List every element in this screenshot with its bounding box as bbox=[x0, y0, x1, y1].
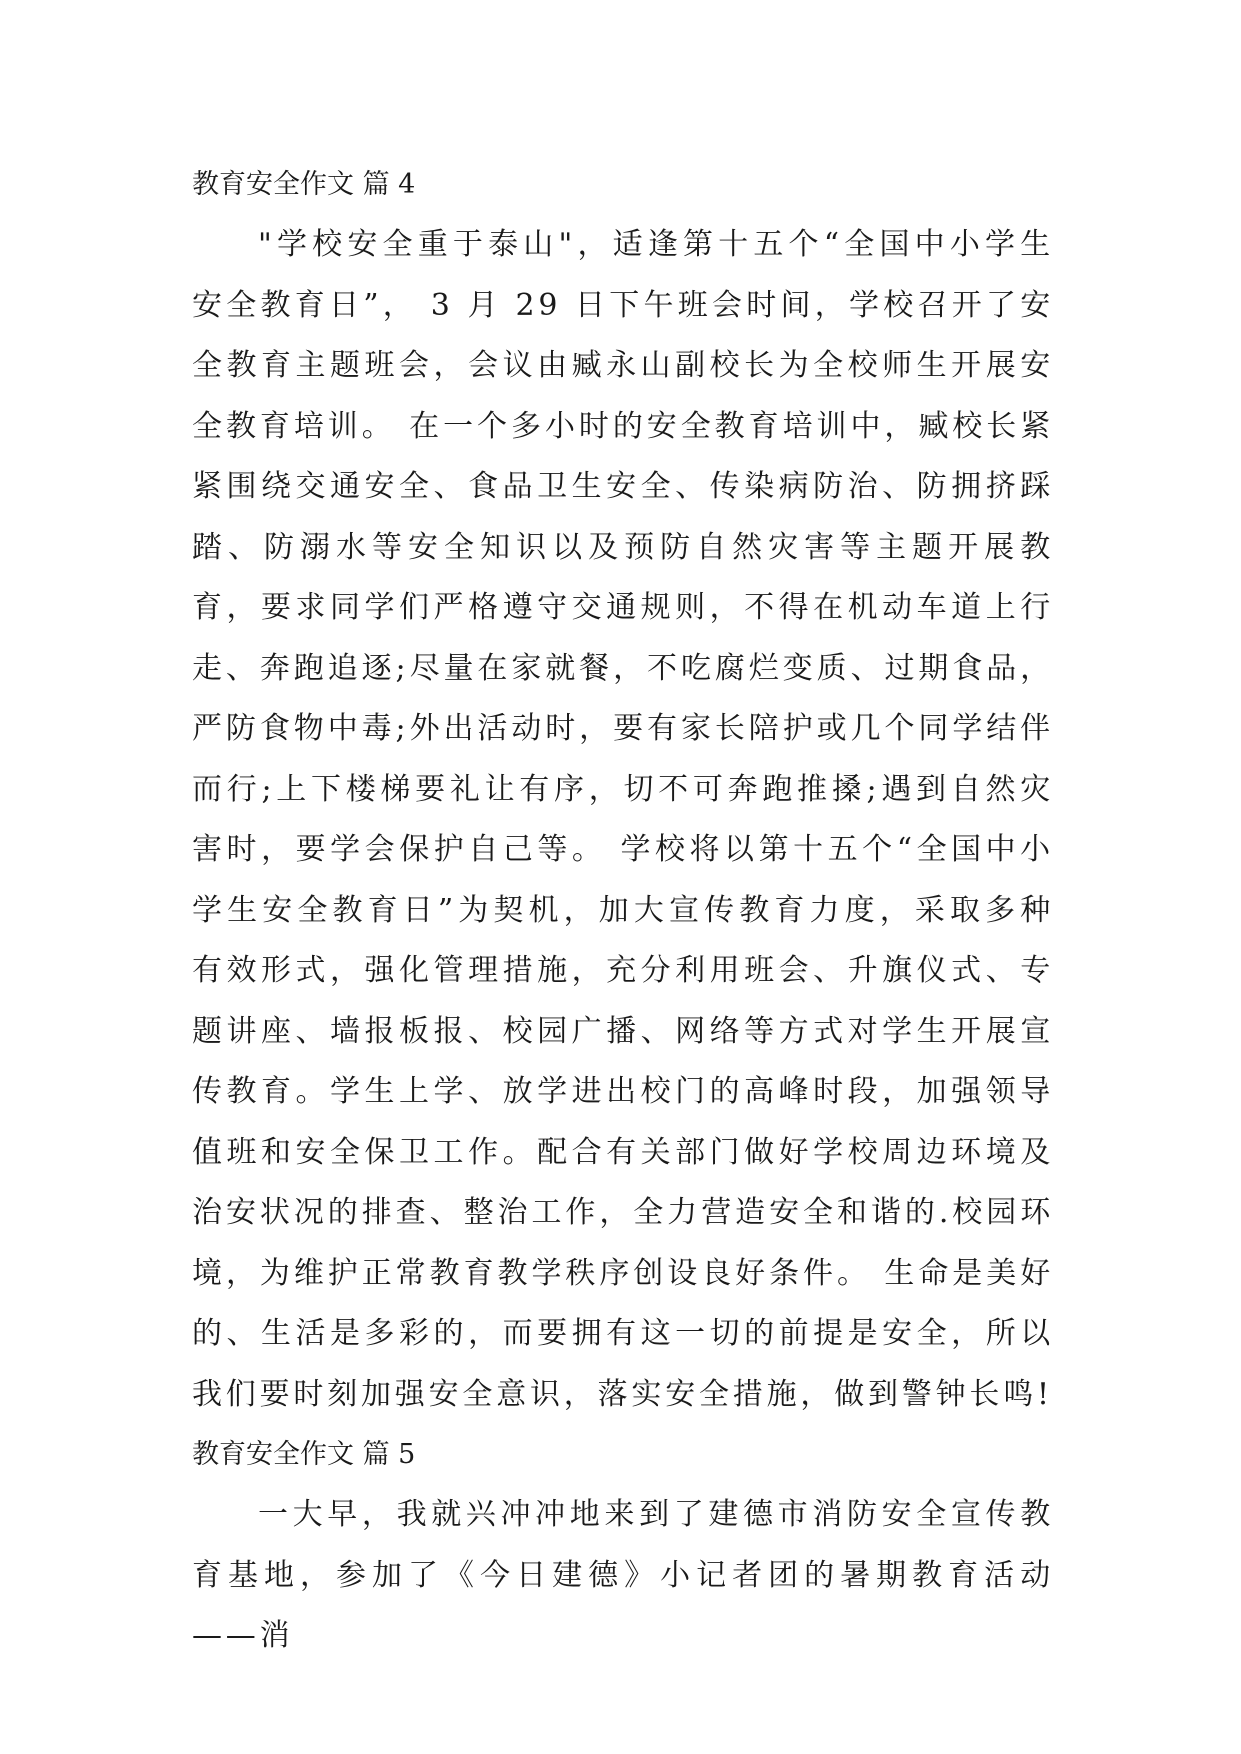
section-paragraph-5: 一大早，我就兴冲冲地来到了建德市消防安全宣传教育基地，参加了《今日建德》小记者团的暑期教育活动——消 bbox=[192, 1497, 1054, 1653]
section-heading-5: 教育安全作文 篇 5 bbox=[192, 1439, 416, 1470]
document-body bbox=[192, 155, 1054, 1653]
section-paragraph-4: "学校安全重于泰山"，适逢第十五个“全国中小学生安全教育日”， 3 月 29 日下午班会时间，学校召开了安全教育主题班会，会议由臧永山副校长为全校师生开展安全教育培训。 在一个多小时的安全教育培训中，臧校长紧紧围绕交通安全、食品卫生安全、传染病防治、防拥挤踩踏、防溺水等安全知识以及预防自然灾害等主题开展教育，要求同学们严格遵守交通规则，不得在机动车道上行走、奔跑追逐;尽量在家就餐，不吃腐烂变质、过期食品，严防食物中毒;外出活动时，要有家长陪护或几个同学结伴而行;上下楼梯要礼让有序，切不可奔跑推搡;遇到自然灾害时，要学会保护自己等。 学校将以第十五个“全国中小学生安全教育日”为契机，加大宣传教育力度，采取多种有效形式，强化管理措施，充分利用班会、升旗仪式、专题讲座、墙报板报、校园广播、网络等方式对学生开展宣传教育。学生上学、放学进出校门的高峰时段，加强领导值班和安全保卫工作。配合有关部门做好学校周边环境及治安状况的排查、整治工作，全力营造安全和谐的.校园环境，为维护正常教育教学秩序创设良好条件。 生命是美好的、生活是多彩的，而要拥有这一切的前提是安全，所以我们要时刻加强安全意识，落实安全措施，做到警钟长鸣! bbox=[192, 227, 1054, 1412]
section-heading-4: 教育安全作文 篇 4 bbox=[192, 169, 416, 200]
